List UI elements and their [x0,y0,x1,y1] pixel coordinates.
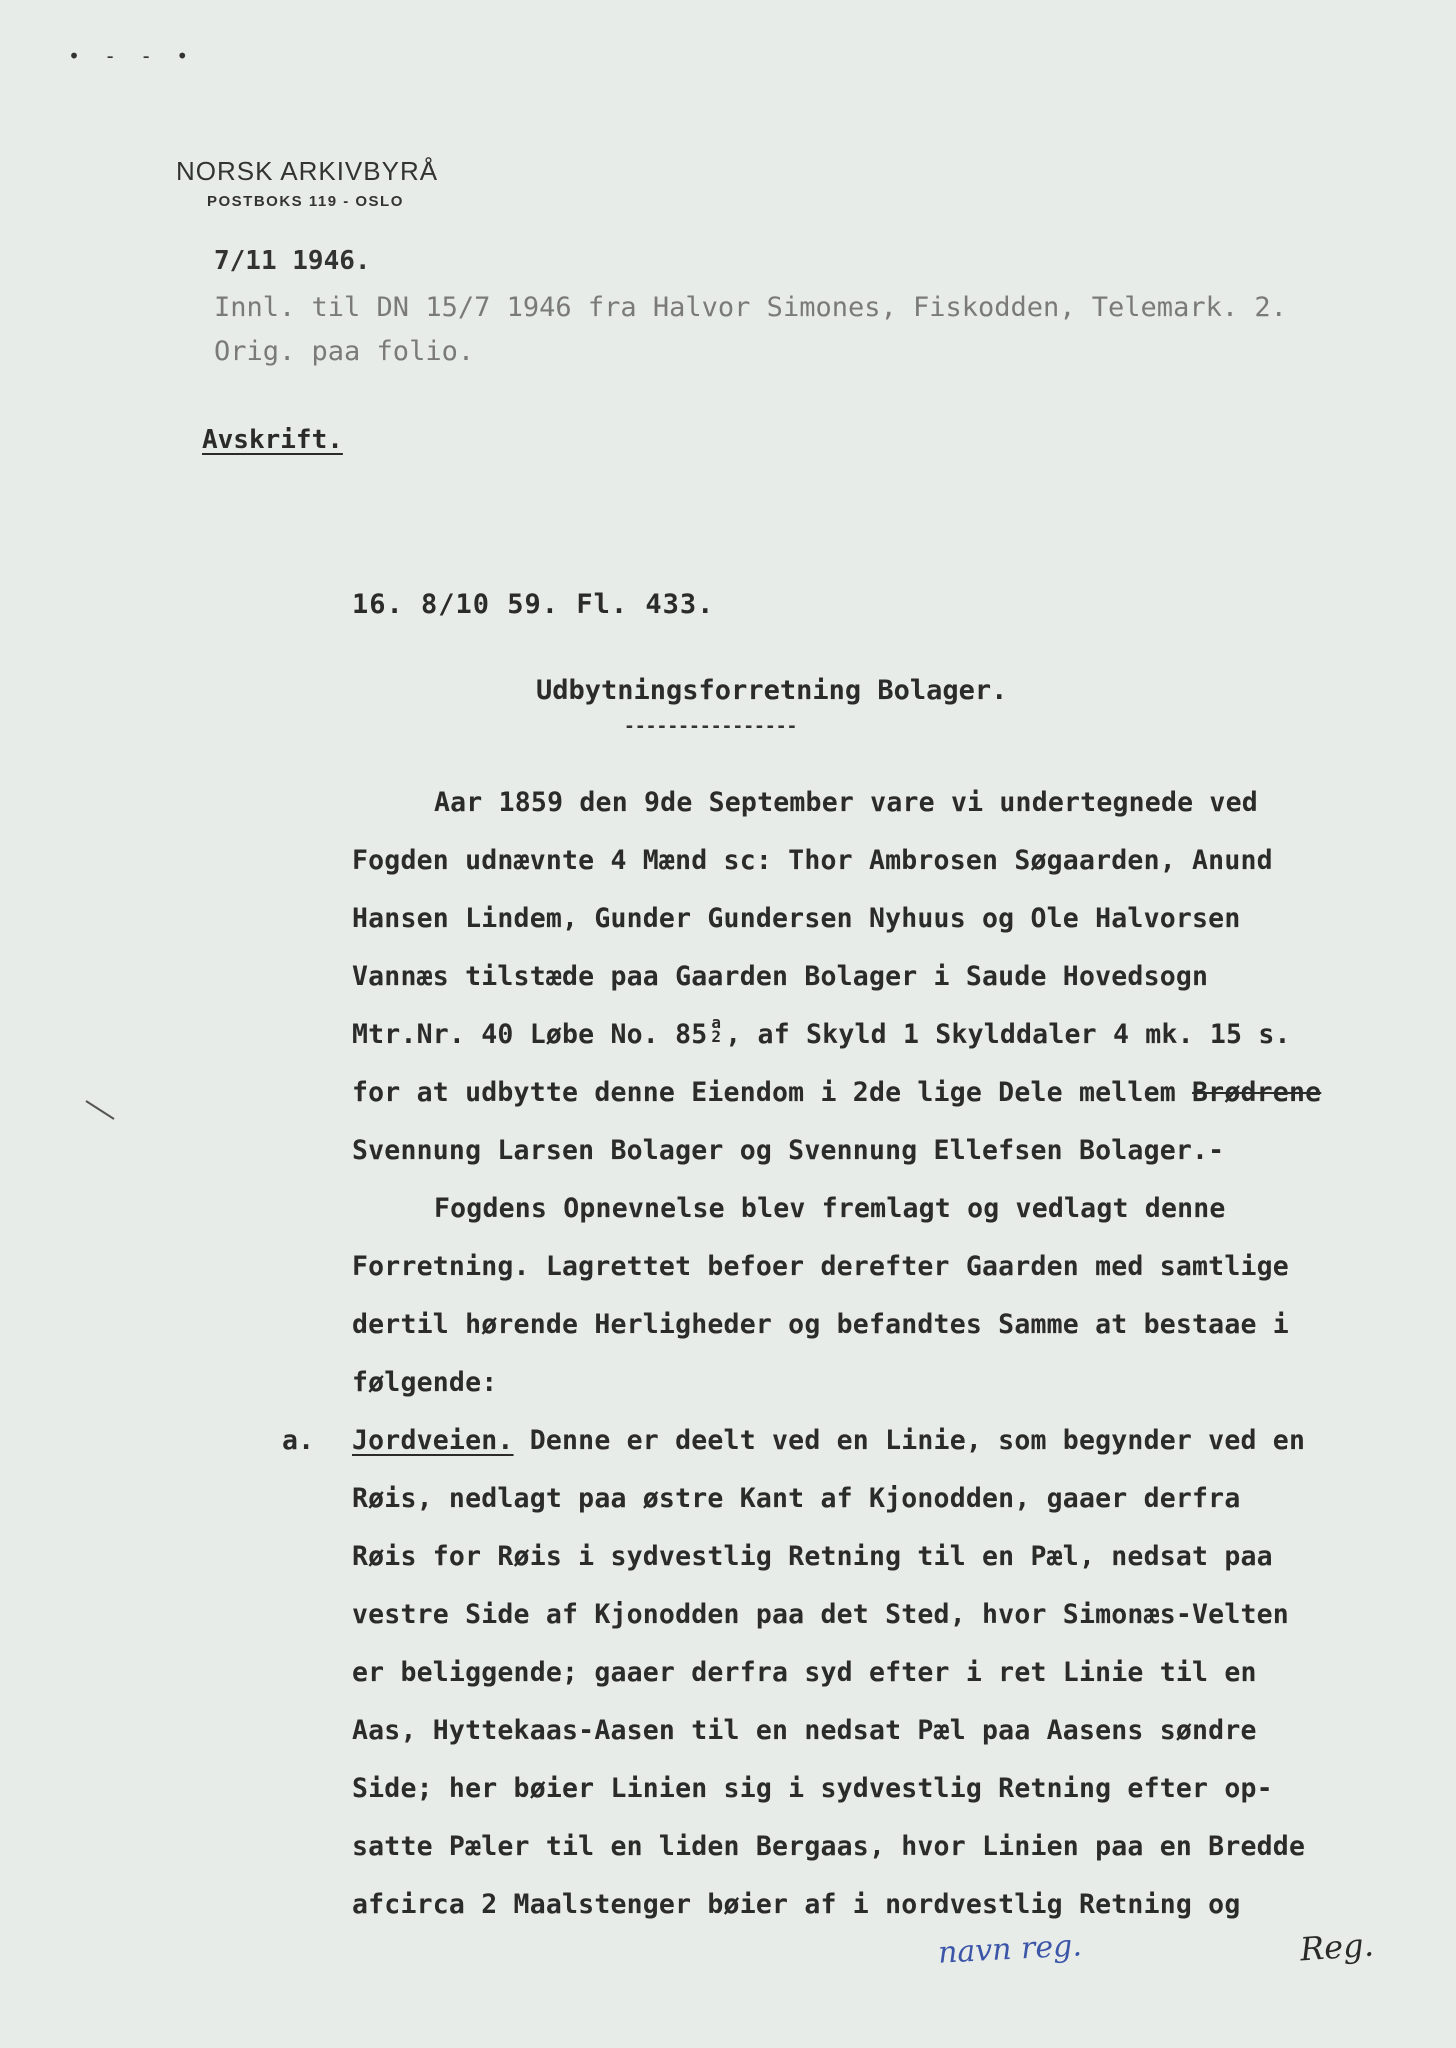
document-date: 7/11 1946. [214,246,371,276]
body-line: Side; her bøier Linien sig i sydvestlig Retning efter op- [352,1773,1273,1804]
body-line: Røis, nedlagt paa østre Kant af Kjonodden, gaaer derfra [352,1483,1241,1514]
item-text: Denne er deelt ved en Linie, som begynder ved en [513,1425,1306,1456]
heading-rule: ---------------- [624,716,798,737]
body-line: følgende: [352,1367,498,1398]
body-line-for [352,1077,1321,1108]
item-label: Jordveien. [352,1425,514,1456]
document-heading: Udbytningsforretning Bolager. [536,675,1008,706]
fraction-denominator: 2 [711,1026,722,1046]
body-line: Forretning. Lagrettet befoer derefter Gaarden med samtlige [352,1251,1289,1282]
body-line: vestre Side af Kjonodden paa det Sted, hvor Simonæs-Velten [352,1599,1289,1630]
body-line-item [352,1425,1305,1456]
fraction-numerator: a [711,1012,722,1032]
body-line: Fogden udnævnte 4 Mænd sc: Thor Ambrosen Søgaarden, Anund [352,845,1273,876]
organization-name: NORSK ARKIVBYRÅ [176,156,439,186]
mtr-text: Mtr.Nr. 40 Løbe No. 85 [352,1019,708,1050]
handwritten-note-right: Reg. [1298,1925,1375,1969]
body-line: er beliggende; gaaer derfra syd efter i ret Linie til en [352,1657,1257,1688]
item-marker: a. [282,1425,315,1456]
body-line: Aar 1859 den 9de September vare vi undertegnede ved [434,787,1258,818]
struck-word: Brødrene [1192,1077,1322,1108]
fraction [711,1012,722,1046]
for-text: for at udbytte denne Eiendom i 2de lige Dele mellem [352,1077,1193,1108]
margin-mark-icon [84,1097,116,1123]
innl-line: Innl. til DN 15/7 1946 fra Halvor Simones, Fiskodden, Telemark. 2. [214,292,1287,323]
body-line: afcirca 2 Maalstenger bøier af i nordvestlig Retning og [352,1889,1241,1920]
body-line: Vannæs tilstæde paa Gaarden Bolager i Saude Hovedsogn [352,961,1209,992]
avskrift-label: Avskrift. [202,425,343,455]
handwritten-note-left: navn reg. [937,1928,1083,1971]
body-line: Røis for Røis i sydvestlig Retning til en Pæl, nedsat paa [352,1541,1273,1572]
body-line: satte Pæler til en liden Bergaas, hvor Linien paa en Bredde [352,1831,1306,1862]
body-line: Hansen Lindem, Gunder Gundersen Nyhuus og Ole Halvorsen [352,903,1241,934]
body-line-mtr [352,1012,1291,1050]
body-line: Fogdens Opnevnelse blev fremlagt og vedlagt denne [434,1193,1226,1224]
body-line: Svennung Larsen Bolager og Svennung Ellefsen Bolager.- [352,1135,1225,1166]
body-line: Aas, Hyttekaas-Aasen til en nedsat Pæl paa Aasens søndre [352,1715,1257,1746]
reference-line: 16. 8/10 59. Fl. 433. [352,589,715,620]
orig-line: Orig. paa folio. [214,336,475,367]
body-line: dertil hørende Herligheder og befandtes Samme at bestaae i [352,1309,1289,1340]
mtr-text-rest: , af Skyld 1 Skylddaler 4 mk. 15 s. [725,1019,1291,1050]
corner-dots: • - - • [68,44,195,68]
postbox-address: POSTBOKS 119 - OSLO [207,193,404,210]
